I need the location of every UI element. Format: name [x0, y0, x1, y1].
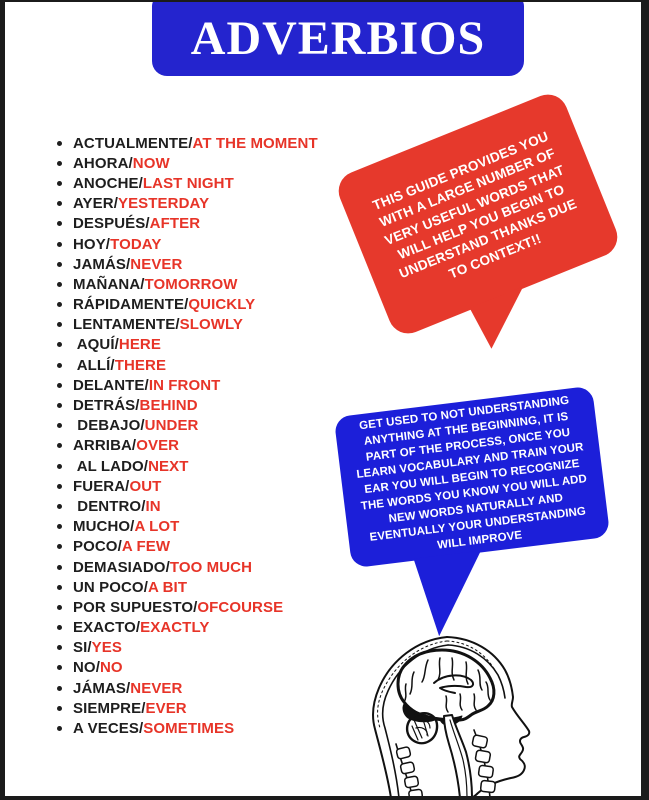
bullet-icon — [57, 141, 62, 146]
spanish-word: AYER/ — [73, 195, 118, 213]
bullet-icon — [57, 665, 62, 670]
list-item — [57, 658, 357, 678]
english-word: AT THE MOMENT — [192, 134, 318, 152]
list-item — [57, 476, 357, 496]
blue-bubble-body — [334, 386, 611, 569]
list-item — [57, 234, 357, 254]
spanish-word: ANOCHE/ — [73, 174, 143, 192]
bullet-icon — [57, 342, 62, 347]
list-item — [57, 638, 357, 658]
list-item — [57, 315, 357, 335]
list-item — [57, 577, 357, 597]
english-word: BEHIND — [139, 397, 198, 415]
bullet-icon — [57, 383, 62, 388]
spanish-word: ARRIBA/ — [73, 437, 137, 455]
english-word: QUICKLY — [188, 296, 256, 314]
bullet-icon — [57, 242, 62, 247]
english-word: OUT — [129, 477, 162, 495]
spanish-word: NO/ — [73, 659, 100, 677]
spanish-word: SIEMPRE/ — [73, 699, 146, 717]
bullet-icon — [57, 302, 62, 307]
spanish-word: ALLÍ/ — [73, 356, 115, 374]
list-item — [57, 254, 357, 274]
english-word: TODAY — [110, 235, 162, 253]
spanish-word: DENTRO/ — [73, 497, 146, 515]
spanish-word: ACTUALMENTE/ — [73, 134, 193, 152]
bullet-icon — [57, 423, 62, 428]
bullet-icon — [57, 282, 62, 287]
english-word: NEVER — [130, 255, 183, 273]
list-item — [57, 355, 357, 375]
spanish-word: JAMÁS/ — [73, 255, 131, 273]
spanish-word: MUCHO/ — [73, 518, 135, 536]
list-item — [57, 416, 357, 436]
bullet-icon — [57, 161, 62, 166]
list-item — [57, 214, 357, 234]
list-item — [57, 395, 357, 415]
bullet-icon — [57, 403, 62, 408]
english-word: NEXT — [148, 457, 189, 475]
spanish-word: FUERA/ — [73, 477, 130, 495]
list-item — [57, 133, 357, 153]
bullet-icon — [57, 484, 62, 489]
spanish-word: SI/ — [73, 639, 92, 657]
spanish-word: EXACTO/ — [73, 619, 141, 637]
english-word: NEVER — [130, 679, 183, 697]
list-item — [57, 496, 357, 516]
spanish-word: POR SUPUESTO/ — [73, 598, 198, 616]
list-item — [57, 517, 357, 537]
spanish-word: UN POCO/ — [73, 578, 148, 596]
spanish-word: HOY/ — [73, 235, 111, 253]
english-word: IN — [145, 497, 161, 515]
bullet-icon — [57, 201, 62, 206]
english-word: UNDER — [144, 417, 199, 435]
spanish-word: AQUÍ/ — [73, 336, 119, 354]
bullet-icon — [57, 322, 62, 327]
bullet-icon — [57, 262, 62, 267]
spanish-word: POCO/ — [73, 538, 122, 556]
list-item — [57, 153, 357, 173]
spanish-word: JÁMAS/ — [73, 679, 131, 697]
red-bubble-body — [333, 89, 624, 340]
bullet-icon — [57, 464, 62, 469]
bullet-icon — [57, 706, 62, 711]
bullet-icon — [57, 363, 62, 368]
title-banner — [152, 2, 524, 76]
english-word: OFCOURSE — [197, 598, 284, 616]
list-item — [57, 718, 357, 738]
spanish-word: AHORA/ — [73, 154, 133, 172]
english-word: A BIT — [147, 578, 188, 596]
list-item — [57, 274, 357, 294]
bullet-icon — [57, 605, 62, 610]
english-word: THERE — [114, 356, 167, 374]
list-item — [57, 597, 357, 617]
red-bubble-text: THIS GUIDE PROVIDES YOU WITH A LARGE NUMBER OF VERY USEFUL WORDS THAT WILL HELP YOU BEGIN TO UNDERSTAND THANKS DUE TO CONTEXT!! — [370, 128, 579, 282]
list-item — [57, 678, 357, 698]
bullet-icon — [57, 686, 62, 691]
list-item — [57, 194, 357, 214]
bullet-icon — [57, 221, 62, 226]
spanish-word: DEBAJO/ — [73, 417, 145, 435]
bullet-icon — [57, 504, 62, 509]
english-word: A FEW — [121, 538, 171, 556]
spanish-word: LENTAMENTE/ — [73, 316, 180, 334]
english-word: NO — [99, 659, 123, 677]
page-title: ADVERBIOS — [190, 11, 486, 65]
adverb-list — [57, 133, 357, 739]
list-item — [57, 375, 357, 395]
english-word: YES — [91, 639, 122, 657]
english-word: OVER — [136, 437, 180, 455]
blue-bubble-text: GET USED TO NOT UNDERSTANDING ANYTHING AT THE BEGINNING, IT IS PART OF THE PROCESS, ONCE YOU LEARN VOCABULARY AND TRAIN YOUR EAR YOU WILL BEGIN TO RECOGNIZE THE WORDS YOU KNOW YOU WILL ADD NEW WORDS NATURALLY AND EVENTUALLY YOUR UNDERSTANDING WILL IMPROVE — [355, 394, 588, 553]
bullet-icon — [57, 565, 62, 570]
bullet-icon — [57, 726, 62, 731]
list-item — [57, 618, 357, 638]
red-speech-bubble — [333, 89, 624, 340]
spanish-word: DETRÁS/ — [73, 397, 140, 415]
bullet-icon — [57, 443, 62, 448]
spanish-word: MAÑANA/ — [73, 275, 145, 293]
bullet-icon — [57, 181, 62, 186]
english-word: NOW — [132, 154, 170, 172]
list-item — [57, 436, 357, 456]
list-item — [57, 295, 357, 315]
english-word: AFTER — [149, 215, 201, 233]
bullet-icon — [57, 524, 62, 529]
english-word: YESTERDAY — [117, 195, 210, 213]
english-word: TOMORROW — [144, 275, 238, 293]
spanish-word: RÁPIDAMENTE/ — [73, 296, 189, 314]
spanish-word: DESPUÉS/ — [73, 215, 150, 233]
bullet-icon — [57, 645, 62, 650]
english-word: IN FRONT — [148, 376, 221, 394]
list-item — [57, 456, 357, 476]
english-word: HERE — [118, 336, 161, 354]
list-item — [57, 173, 357, 193]
spanish-word: A VECES/ — [73, 720, 144, 738]
bullet-icon — [57, 585, 62, 590]
poster-page — [5, 2, 641, 796]
spanish-word: DEMASIADO/ — [73, 558, 170, 576]
english-word: EVER — [145, 699, 187, 717]
spanish-word: AL LADO/ — [73, 457, 149, 475]
bullet-icon — [57, 544, 62, 549]
bullet-icon — [57, 625, 62, 630]
list-item — [57, 557, 357, 577]
english-word: SOMETIMES — [143, 720, 235, 738]
english-word: TOO MUCH — [169, 558, 253, 576]
spanish-word: DELANTE/ — [73, 376, 149, 394]
list-item — [57, 335, 357, 355]
brain-head-illustration — [370, 620, 638, 796]
english-word: LAST NIGHT — [142, 174, 234, 192]
list-item — [57, 537, 357, 557]
list-item — [57, 698, 357, 718]
english-word: A LOT — [134, 518, 180, 536]
english-word: EXACTLY — [140, 619, 210, 637]
english-word: SLOWLY — [179, 316, 244, 334]
blue-speech-bubble — [334, 386, 611, 569]
